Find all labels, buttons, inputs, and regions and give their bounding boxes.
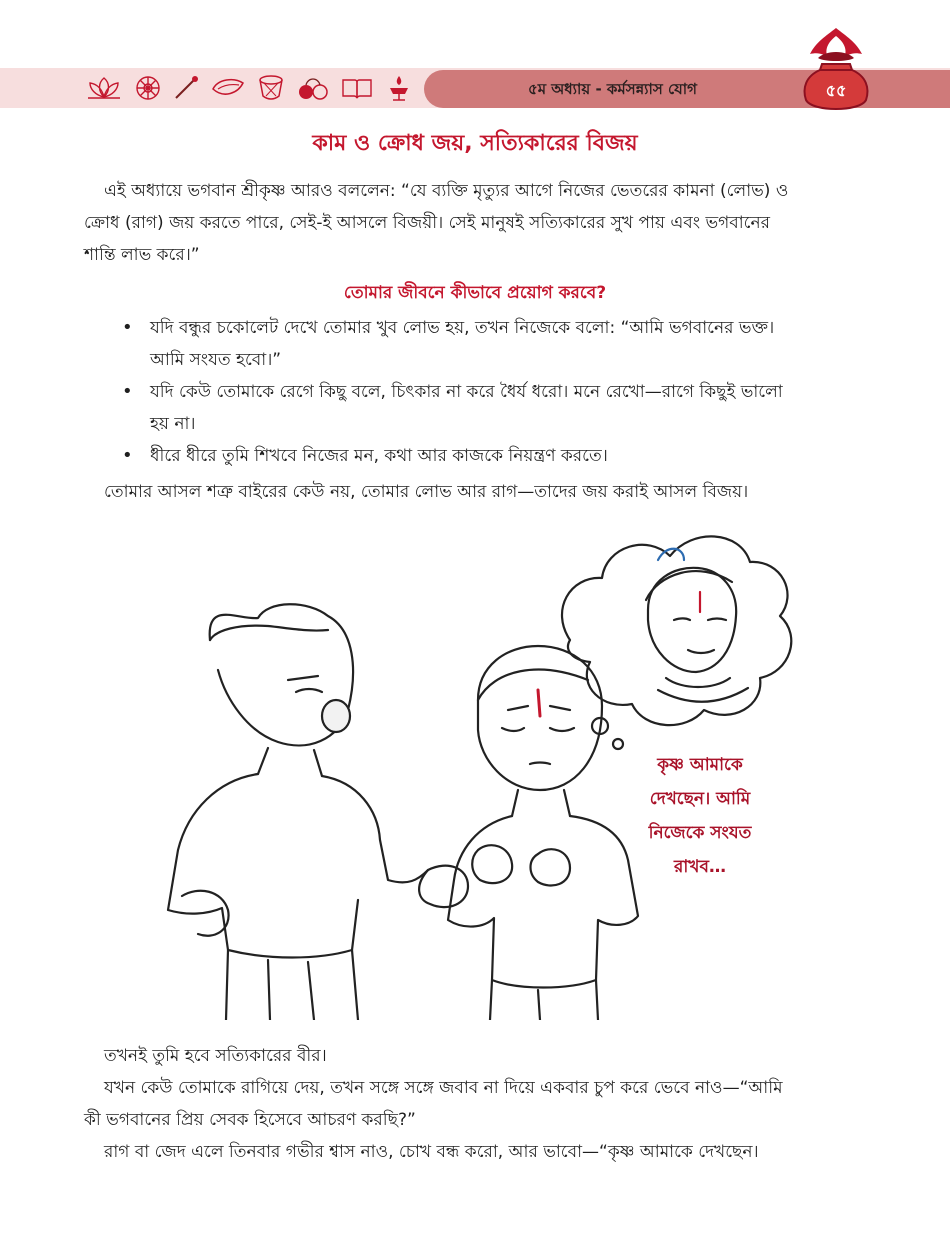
bubble-line: দেখছেন। আমি [649, 789, 751, 809]
bullet-text-line: যদি কেউ তোমাকে রেগে কিছু বলে, চিৎকার না করে ধৈর্য ধরো। মনে রেখো—রাগে কিছুই ভালো [150, 382, 783, 402]
bullet-text-line: যদি বন্ধুর চকোলেট দেখে তোমার খুব লোভ হয়, তখন নিজেকে বলো: “আমি ভগবানের ভক্ত। [150, 318, 775, 338]
bullet-text-line: ধীরে ধীরে তুমি শিখবে নিজের মন, কথা আর কাজকে নিয়ন্ত্রণ করতে। [150, 446, 608, 466]
bubble-line: কৃষ্ণ আমাকে [657, 755, 743, 775]
thought-bubble-text [620, 748, 780, 884]
chakra-icon [134, 74, 162, 102]
angry-boy-figure [168, 604, 468, 1020]
thought-bubble [562, 536, 791, 749]
list-item [120, 440, 866, 472]
bubble-line: নিজেকে সংযত [648, 823, 752, 843]
intro-line-1: এই অধ্যায়ে ভগবান শ্রীকৃষ্ণ আরও বললেন: “যে ব্যক্তি মৃত্যুর আগে নিজের ভেতরের কামনা (লোভ) ও [104, 181, 789, 201]
bubble-line: রাখব… [674, 857, 726, 877]
lamp-icon [384, 74, 414, 102]
intro-line-2: ক্রোধ (রাগ) জয় করতে পারে, সেই-ই আসলে বিজয়ী। সেই মানুষই সত্যিকারের সুখ পায় এবং ভগবানের [84, 213, 770, 233]
after-line-4: রাগ বা জেদ এলে তিনবার গভীর শ্বাস নাও, চোখ বন্ধ করো, আর ভাবো—“কৃষ্ণ আমাকে দেখছেন। [104, 1142, 759, 1162]
chapter-title: ৫ম অধ্যায় - কর্মসন্ন্যাস যোগ [528, 80, 697, 98]
flute-icon [172, 74, 200, 102]
drum-icon [256, 74, 286, 102]
after-line-1: তখনই তুমি হবে সত্যিকারের বীর। [104, 1046, 327, 1066]
list-item [120, 312, 866, 376]
decorative-icon-row [84, 70, 414, 106]
kalash-pot-icon [796, 24, 876, 120]
intro-line-3: শান্তি লাভ করে।” [84, 245, 200, 265]
conch-icon [210, 75, 246, 101]
after-line-2: যখন কেউ তোমাকে রাগিয়ে দেয়, তখন সঙ্গে সঙ্গে জবাব না দিয়ে একবার চুপ করে ভেবে নাও—“আমি [104, 1078, 783, 1098]
after-line-3: কী ভগবানের প্রিয় সেবক হিসেবে আচরণ করছি?” [84, 1110, 416, 1130]
list-item [120, 376, 866, 440]
closing-line: তোমার আসল শত্রু বাইরের কেউ নয়, তোমার লোভ আর রাগ—তাদের জয় করাই আসল বিজয়। [104, 482, 749, 502]
cymbals-icon [296, 74, 330, 102]
bullet-dot: • [122, 381, 133, 402]
bullet-dot: • [122, 317, 133, 338]
bullet-text-line: আমি সংযত হবো।” [150, 350, 282, 370]
page-number: ৫৫ [825, 81, 847, 100]
tips-list [120, 312, 866, 472]
lotus-icon [84, 75, 124, 101]
krishna-face [646, 549, 748, 702]
bullet-text-line: হয় না। [150, 414, 196, 434]
book-icon [340, 75, 374, 101]
bullet-dot: • [122, 445, 133, 466]
page-title: কাম ও ক্রোধ জয়, সত্যিকারের বিজয় [312, 131, 638, 156]
section-subheading: তোমার জীবনে কীভাবে প্রয়োগ করবে? [343, 283, 607, 303]
